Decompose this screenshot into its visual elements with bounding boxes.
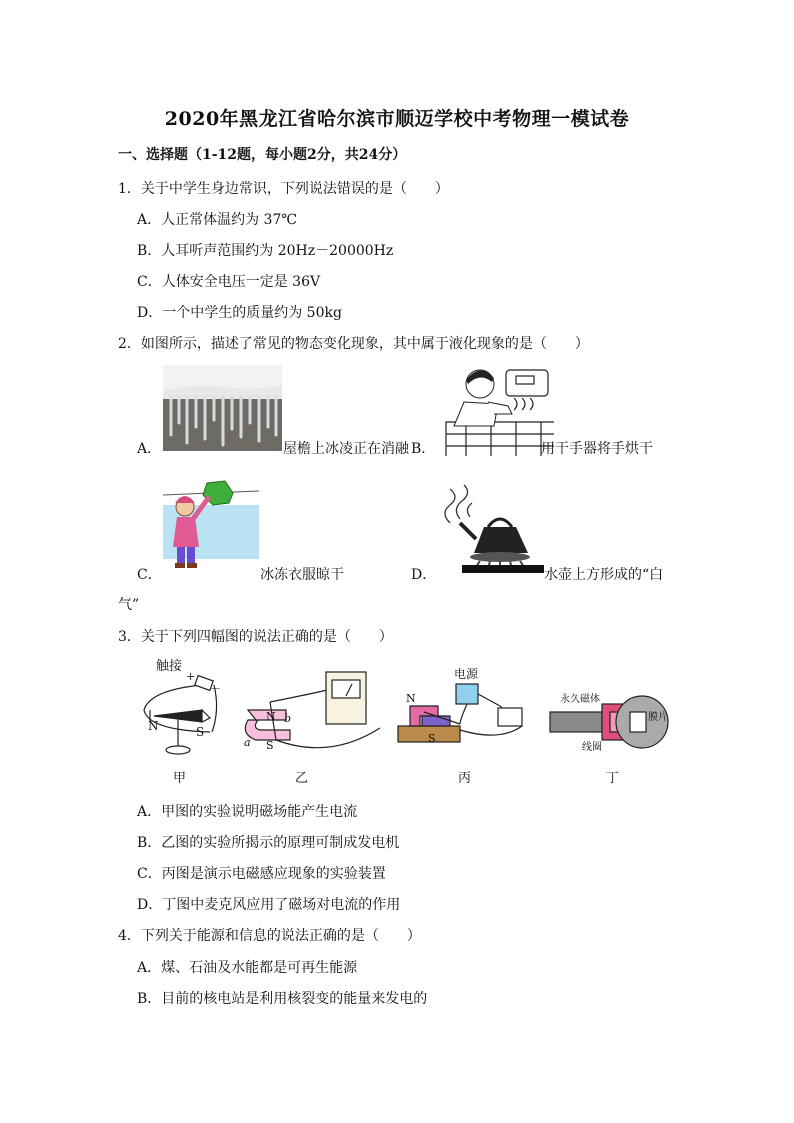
q3-option-b: B．乙图的实验所揭示的原理可制成发电机 (137, 835, 400, 851)
q3-option-a: A．甲图的实验说明磁场能产生电流 (137, 804, 358, 820)
label-s-jia: S (196, 725, 205, 739)
label-permanent-magnet: 永久磁体 (560, 694, 600, 705)
section-heading: 一、选择题（1-12题，每小题2分，共24分） (118, 147, 407, 163)
q3-stem: 3．关于下列四幅图的说法正确的是（ ） (118, 629, 393, 645)
caption-ding: 丁 (606, 771, 620, 786)
label-n-yi: N (266, 710, 276, 723)
label-power: 电源 (454, 667, 479, 681)
q3-option-c: C．丙图是演示电磁感应现象的实验装置 (137, 866, 386, 882)
label-plus: + (186, 670, 196, 683)
label-s-yi: S (266, 739, 274, 752)
label-b: b (284, 712, 292, 725)
q2-option-a-letter: A． (137, 441, 162, 457)
figure-bing-motor (398, 684, 522, 742)
q2-option-c-text: 冰冻衣服晾干 (260, 567, 344, 583)
q2-option-c-letter: C． (137, 567, 162, 583)
q2-option-b-letter: B． (411, 441, 436, 457)
label-n-bing: N (406, 692, 416, 705)
q4-option-b: B．目前的核电站是利用核裂变的能量来发电的 (137, 991, 428, 1007)
frozen-clothes-image (163, 475, 259, 571)
q2-option-d-letter: D． (411, 567, 437, 583)
q2-option-b-text: 用干手器将手烘干 (541, 441, 653, 457)
label-a: a (244, 736, 251, 749)
hand-dryer-image (436, 362, 554, 456)
label-s-bing: S (428, 732, 436, 745)
label-membrane: 膜片 (648, 712, 668, 723)
q1-stem: 1．关于中学生身边常识，下列说法错误的是（ ） (118, 181, 449, 197)
q2-option-d-text-continued: 气” (118, 597, 140, 613)
q1-option-c: C．人体安全电压一定是 36V (137, 274, 321, 290)
q3-option-d: D．丁图中麦克风应用了磁场对电流的作用 (137, 897, 401, 913)
icicles-image (163, 365, 282, 451)
q1-option-b: B．人耳听声范围约为 20Hz－20000Hz (137, 243, 394, 259)
q4-stem: 4．下列关于能源和信息的说法正确的是（ ） (118, 928, 421, 944)
q1-option-a: A．人正常体温约为 37℃ (137, 212, 298, 228)
q2-option-a-text: 屋檐上冰凌正在消融 (283, 441, 409, 457)
label-minus: － (210, 682, 221, 695)
kettle-image (436, 483, 544, 573)
q2-stem: 2．如图所示，描述了常见的物态变化现象，其中属于液化现象的是（ ） (118, 336, 589, 352)
q3-figures (130, 650, 690, 795)
q4-option-a: A．煤、石油及水能都是可再生能源 (137, 960, 358, 976)
page-title: 2020年黑龙江省哈尔滨市顺迈学校中考物理一模试卷 (164, 108, 630, 130)
figure-jia-oersted (144, 676, 217, 754)
label-coil: 线圈 (582, 742, 602, 753)
caption-yi: 乙 (295, 771, 309, 786)
caption-bing: 丙 (458, 771, 472, 786)
q1-option-d: D．一个中学生的质量约为 50kg (137, 305, 342, 321)
label-n-jia: N (148, 719, 159, 733)
caption-jia: 甲 (173, 771, 187, 786)
q2-option-d-text: 水壶上方形成的“白 (544, 567, 664, 583)
label-touch: 触接 (156, 659, 183, 674)
